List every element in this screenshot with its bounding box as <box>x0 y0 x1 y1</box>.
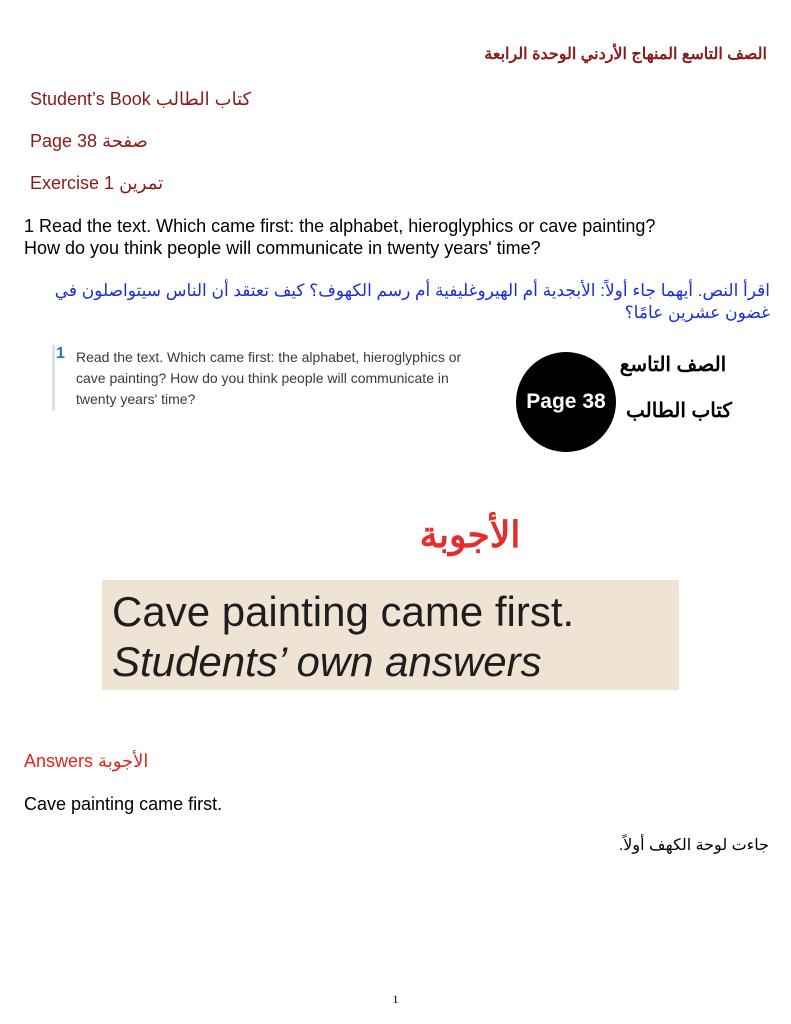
page-number: 1 <box>392 992 399 1006</box>
excerpt-margin-bar <box>52 345 55 411</box>
badge-book-label: كتاب الطالب <box>626 400 732 422</box>
meta-page <box>30 131 148 152</box>
question-arabic: اقرأ النص. أيهما جاء أولاً: الأبجدية أم الهيروغليفية أم رسم الكهوف؟ كيف تعتقد أن الناس سيتواصلون في غضون عشرين عامًا؟ <box>54 281 770 322</box>
question-english <box>24 215 774 259</box>
answers-label-ar: الأجوبة <box>98 751 149 771</box>
page-badge: Page 38 <box>516 352 616 452</box>
excerpt-number: 1 <box>56 345 65 362</box>
meta-page-ar: صفحة <box>102 131 148 151</box>
meta-exercise <box>30 173 163 194</box>
meta-book-en: Student’s Book <box>30 89 151 109</box>
excerpt-line: twenty years' time? <box>76 391 196 407</box>
badge-grade-label: الصف التاسع <box>619 354 727 376</box>
answer-box <box>102 580 679 690</box>
answer-arabic: جاءت لوحة الكهف أولاً. <box>618 837 769 854</box>
meta-exercise-ar: تمرين <box>119 173 164 193</box>
answers-label <box>24 751 148 772</box>
meta-page-en: Page 38 <box>30 131 98 151</box>
answers-label-en: Answers <box>24 751 94 771</box>
question-english-line2: How do you think people will communicate in twenty years' time? <box>24 238 541 258</box>
meta-book-ar: كتاب الطالب <box>155 89 252 109</box>
answer-box-line2: Students’ own answers <box>112 638 542 685</box>
page-header-title: الصف التاسع المنهاج الأردني الوحدة الرابعة <box>484 46 767 63</box>
meta-exercise-en: Exercise 1 <box>30 173 115 193</box>
question-english-line1: 1 Read the text. Which came first: the alphabet, hieroglyphics or cave painting? <box>24 216 656 236</box>
excerpt-text <box>76 347 506 410</box>
book-excerpt-image <box>52 345 502 411</box>
answer-box-line1: Cave painting came first. <box>112 588 575 635</box>
answers-heading: الأجوبة <box>419 514 521 555</box>
excerpt-line: Read the text. Which came first: the alphabet, hieroglyphics or <box>76 349 462 365</box>
excerpt-line: cave painting? How do you think people will communicate in <box>76 370 449 386</box>
answer-english: Cave painting came first. <box>24 794 223 814</box>
meta-book <box>30 89 251 110</box>
